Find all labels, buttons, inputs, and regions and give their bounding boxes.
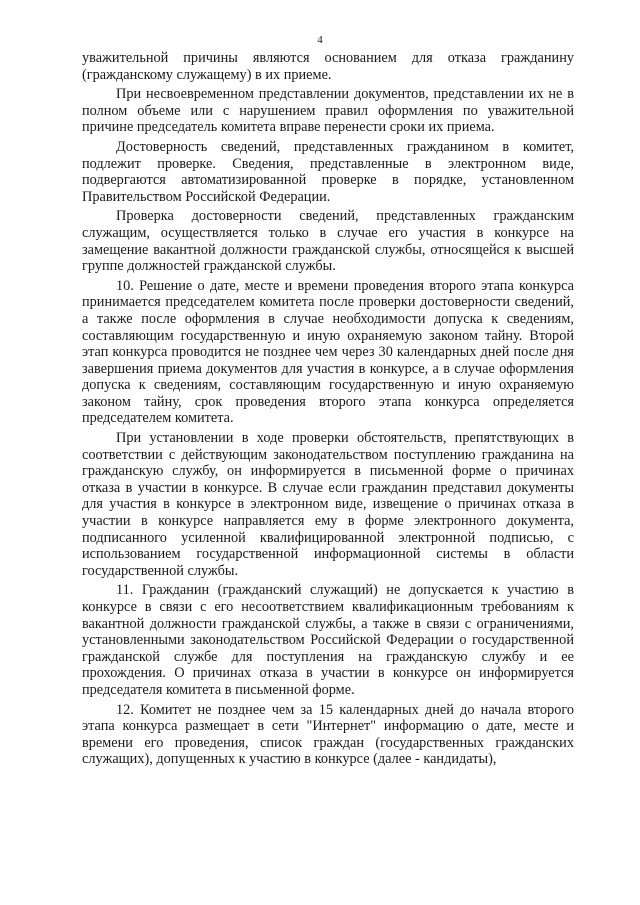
paragraph-late-submission: При несвоевременном представлении документов, представлении их не в полном объеме или с нарушением правил оформления по уважительной причине председатель комитета вправе перенести сроки их приема. (82, 86, 574, 136)
document-body (82, 50, 574, 771)
paragraph-civil-servant-check: Проверка достоверности сведений, представленных гражданским служащим, осуществляется только в случае его участия в конкурсе на замещение вакантной должности гражданской службы, относящейся к высшей группе должностей гражданской службы. (82, 208, 574, 275)
paragraph-item-10: 10. Решение о дате, месте и времени проведения второго этапа конкурса принимается председателем комитета после проверки достоверности сведений, а также после оформления в случае необходимости допуска к сведениям, составляющим государственную и иную охраняемую законом тайну. Второй этап конкурса проводится не позднее чем через 30 календарных дней после дня завершения приема документов для участия в конкурсе, а в случае оформления допуска к сведениям, составляющим государственную и иную охраняемую законом тайну, срок проведения второго этапа конкурса определяется председателем комитета. (82, 277, 574, 427)
paragraph-item-12: 12. Комитет не позднее чем за 15 календарных дней до начала второго этапа конкурса размещает в сети "Интернет" информацию о дате, месте и времени его проведения, список граждан (государственных гражданских служащих), допущенных к участию в конкурсе (далее - кандидаты), (82, 701, 574, 768)
paragraph-verification: Достоверность сведений, представленных гражданином в комитет, подлежит проверке. Сведения, представленные в электронном виде, подвергаются автоматизированной проверке в порядке, установленном Правительством Российской Федерации. (82, 138, 574, 205)
paragraph-item-11: 11. Гражданин (гражданский служащий) не допускается к участию в конкурсе в связи с его несоответствием квалификационным требованиям к вакантной должности гражданской службы, а также в связи с ограничениями, установленными законодательством Российской Федерации о государственной гражданской службе для поступления на гражданскую службу и ее прохождения. О причинах отказа в участии в конкурсе он информируется председателя комитета в письменной форме. (82, 582, 574, 698)
paragraph-continuation: уважительной причины являются основанием для отказа гражданину (гражданскому служащему) в их приеме. (82, 50, 574, 83)
page-number: 4 (317, 34, 323, 46)
paragraph-refusal-notice: При установлении в ходе проверки обстоятельств, препятствующих в соответствии с действующим законодательством поступлению гражданина на гражданскую службу, он информируется в письменной форме о причинах отказа в участии в конкурсе. В случае если гражданин представил документы для участия в конкурсе в электронном виде, извещение о причинах отказа в участии в конкурсе направляется ему в форме электронного документа, подписанного усиленной квалифицированной электронной подписью, с использованием государственной информационной системы в области государственной службы. (82, 430, 574, 579)
